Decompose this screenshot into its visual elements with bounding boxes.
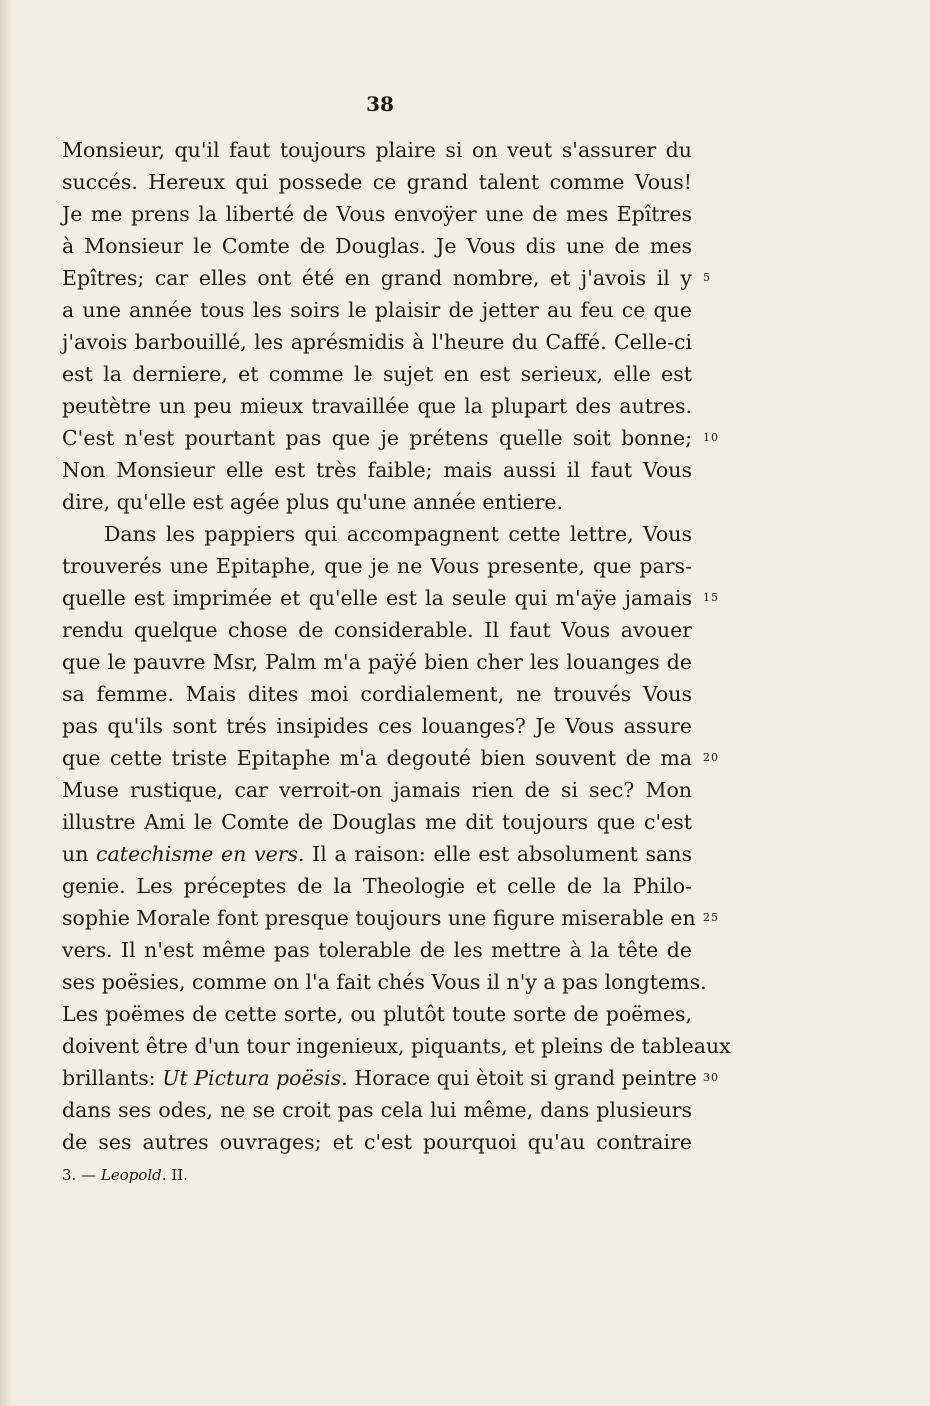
text-line: trouverés une Epitaphe, que je ne Vous presente, que pars- — [62, 554, 692, 578]
body-text — [62, 134, 731, 1158]
text-line: Non Monsieur elle est très faible; mais aussi il faut Vous — [62, 458, 692, 482]
text-line: à Monsieur le Comte de Douglas. Je Vous dis une de mes — [62, 234, 692, 258]
text-line: sa femme. Mais dites moi cordialement, ne trouvés Vous — [62, 682, 692, 706]
text-line: j'avois barbouillé, les aprésmidis à l'heure du Caffé. Celle-ci — [62, 330, 692, 354]
text-line: succés. Hereux qui possede ce grand talent comme Vous! — [62, 170, 692, 194]
text-line: C'est n'est pourtant pas que je prétens quelle soit bonne; 10 — [62, 422, 692, 454]
line-number: 5 — [703, 271, 711, 284]
text-line: dans ses odes, ne se croit pas cela lui même, dans plusieurs — [62, 1098, 692, 1122]
text-line: que cette triste Epitaphe m'a degouté bien souvent de ma 20 — [62, 742, 692, 774]
signature-mark: 3. — Leopold. II. — [62, 1166, 188, 1184]
text-line: que le pauvre Msr, Palm m'a paÿé bien cher les louanges de — [62, 650, 692, 674]
text-line: est la derniere, et comme le sujet en est serieux, elle est — [62, 362, 692, 386]
italic-phrase: catechisme en vers. — [96, 842, 305, 866]
text-line: Les poëmes de cette sorte, ou plutôt toute sorte de poëmes, — [62, 1002, 692, 1026]
text-line: Muse rustique, car verroit-on jamais rien de si sec? Mon — [62, 778, 692, 802]
text-line: ses poësies, comme on l'a fait chés Vous il n'y a pas longtems. — [62, 970, 707, 994]
page-gutter-shadow — [0, 0, 14, 1406]
signature-italic: Leopold. — [100, 1166, 167, 1184]
text-line: dire, qu'elle est agée plus qu'une année entiere. — [62, 490, 564, 514]
text-line: doivent être d'un tour ingenieux, piquants, et pleins de tableaux — [62, 1034, 731, 1058]
line-number: 10 — [703, 431, 719, 444]
text-line: Je me prens la liberté de Vous envoÿer une de mes Epîtres — [62, 202, 692, 226]
text-line: genie. Les préceptes de la Theologie et celle de la Philo- — [62, 874, 692, 898]
line-number: 25 — [703, 911, 719, 924]
text-line: Monsieur, qu'il faut toujours plaire si on veut s'assurer du — [62, 138, 692, 162]
text-line: sophie Morale font presque toujours une figure miserable en 25 — [62, 902, 692, 934]
line-number: 15 — [703, 591, 719, 604]
text-line: rendu quelque chose de considerable. Il faut Vous avouer — [62, 618, 692, 642]
line-number: 30 — [703, 1071, 719, 1084]
italic-phrase: Ut Pictura poësis. — [162, 1066, 348, 1090]
text-line: Epîtres; car elles ont été en grand nombre, et j'avois il y 5 — [62, 262, 692, 294]
page-number: 38 — [366, 92, 394, 116]
line-number: 20 — [703, 751, 719, 764]
text-line: pas qu'ils sont trés insipides ces louanges? Je Vous assure — [62, 714, 692, 738]
text-line: brillants: Ut Pictura poësis. Horace qui ètoit si grand peintre 30 — [62, 1062, 692, 1094]
text-line: de ses autres ouvrages; et c'est pourquoi qu'au contraire — [62, 1130, 692, 1154]
text-line: Dans les pappiers qui accompagnent cette lettre, Vous — [104, 522, 692, 546]
text-line: quelle est imprimée et qu'elle est la seule qui m'aÿe jamais 15 — [62, 582, 692, 614]
text-line: peutètre un peu mieux travaillée que la plupart des autres. — [62, 394, 692, 418]
text-line: illustre Ami le Comte de Douglas me dit toujours que c'est — [62, 810, 692, 834]
text-line: vers. Il n'est même pas tolerable de les mettre à la tête de — [62, 938, 692, 962]
text-line: un catechisme en vers. Il a raison: elle est absolument sans — [62, 842, 692, 866]
text-line: a une année tous les soirs le plaisir de jetter au feu ce que — [62, 298, 692, 322]
